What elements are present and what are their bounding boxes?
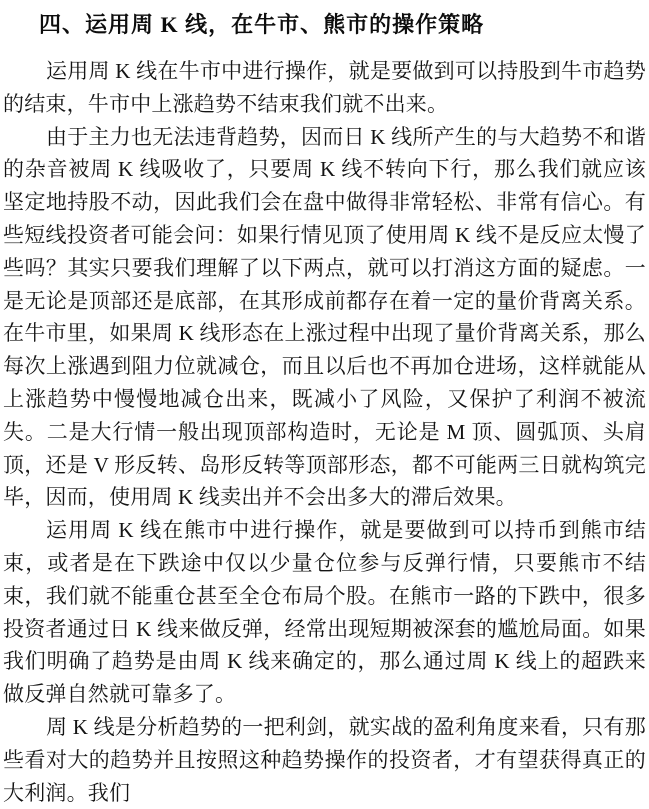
section-title: 四、运用周 K 线，在牛市、熊市的操作策略	[39, 12, 485, 37]
paragraph: 由于主力也无法违背趋势，因而日 K 线所产生的与大趋势不和谐的杂音被周 K 线吸收了，只要周 K 线不转向下行，那么我们就应该坚定地持股不动，因此我们会在盘中做得非常轻松、非常有信心。有些短线投资者可能会问：如果行情见顶了使用周 K 线不是反应太慢了些吗？其实只要我们理解了以下两点，就可以打消这方面的疑虑。一是无论是顶部还是底部，在其形成前都存在着一定的量价背离关系。在牛市里，如果周 K 线形态在上涨过程中出现了量价背离关系，那么每次上涨遇到阻力位就减仓，而且以后也不再加仓进场，这样就能从上涨趋势中慢慢地减仓出来，既减小了风险，又保护了利润不被流失。二是大行情一般出现顶部构造时，无论是 M 顶、圆弧顶、头肩顶，还是 V 形反转、岛形反转等顶部形态，都不可能两三日就构筑完毕，因而，使用周 K 线卖出并不会出多大的滞后效果。	[3, 124, 646, 510]
paragraph: 运用周 K 线在牛市中进行操作，就是要做到可以持股到牛市趋势的结束，牛市中上涨趋势不结束我们就不出来。	[3, 59, 646, 116]
paragraph: 运用周 K 线在熊市中进行操作，就是要做到可以持币到熊市结束，或者是在下跌途中仅以少量仓位参与反弹行情，只要熊市不结束，我们就不能重仓甚至全仓布局个股。在熊市一路的下跌中，很多投资者通过日 K 线来做反弹，经常出现短期被深套的尴尬局面。如果我们明确了趋势是由周 K 线来确定的，那么通过周 K 线上的超跌来做反弹自然就可靠多了。	[3, 518, 646, 707]
paragraph: 周 K 线是分析趋势的一把利剑，就实战的盈利角度来看，只有那些看对大的趋势并且按照这种趋势操作的投资者，才有望获得真正的大利润。我们	[3, 714, 646, 805]
